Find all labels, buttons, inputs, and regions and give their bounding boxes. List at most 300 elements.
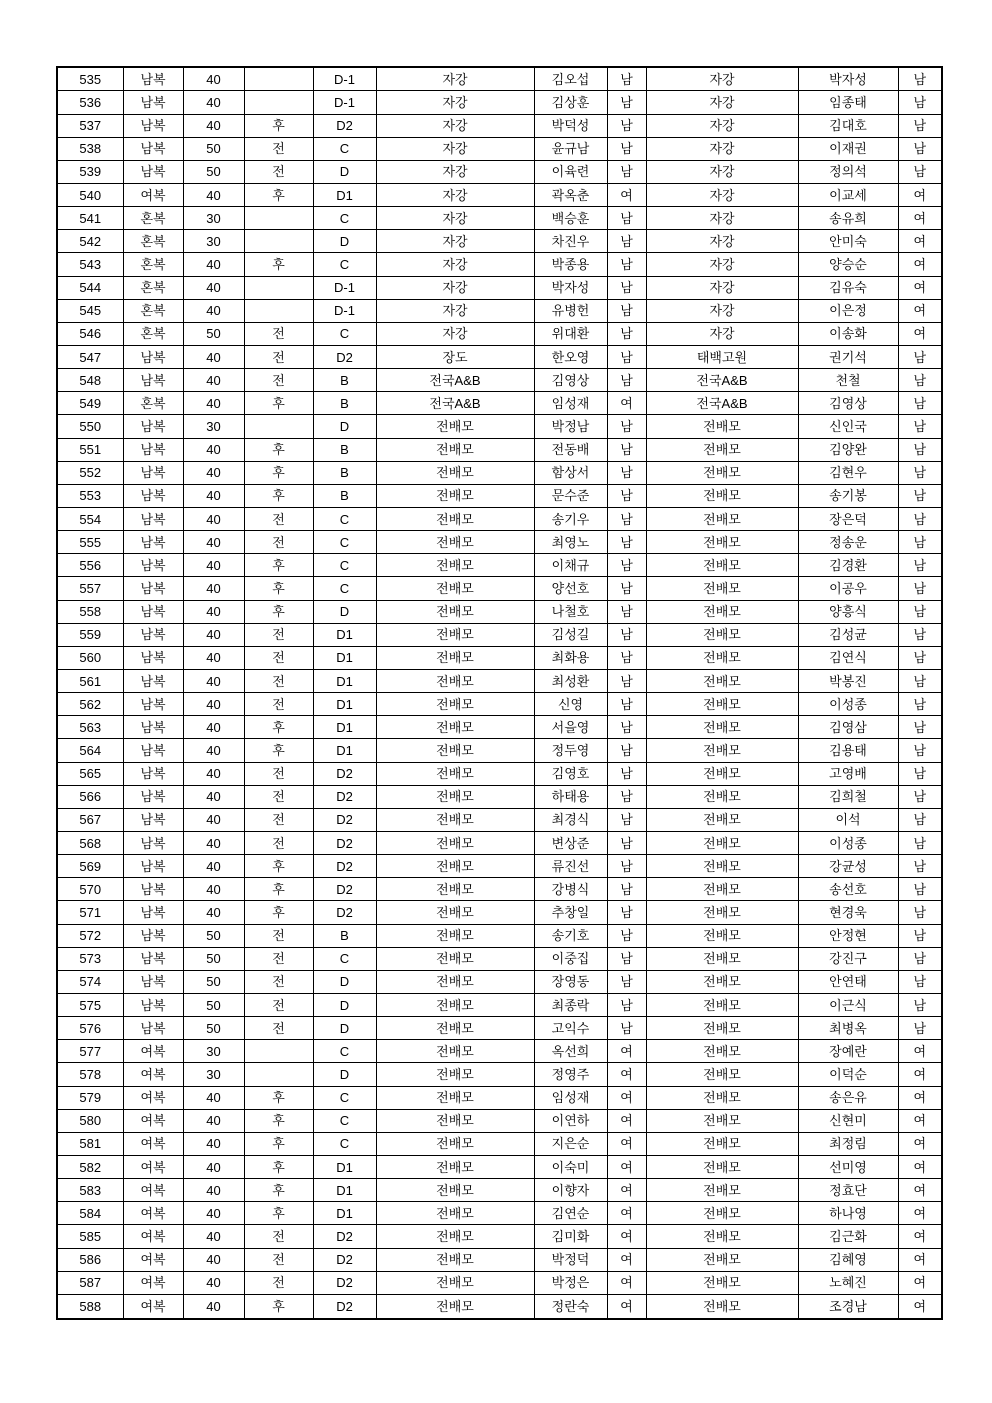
cell-partner-gender: 남 — [898, 693, 942, 716]
cell-age-group: 40 — [183, 276, 244, 299]
cell-club: 자강 — [376, 114, 534, 137]
cell-no: 571 — [57, 901, 123, 924]
cell-age-group: 40 — [183, 253, 244, 276]
cell-partner-name: 이성종 — [798, 693, 898, 716]
cell-partner-club: 전배모 — [646, 878, 798, 901]
cell-partner-name: 김양완 — [798, 438, 898, 461]
cell-club: 전배모 — [376, 762, 534, 785]
cell-partner-club: 전배모 — [646, 970, 798, 993]
cell-age-group: 40 — [183, 1225, 244, 1248]
cell-event: 여복 — [123, 1248, 183, 1271]
cell-round: 후 — [244, 1132, 313, 1155]
cell-round — [244, 67, 313, 91]
cell-partner-gender: 남 — [898, 531, 942, 554]
cell-name: 정영주 — [534, 1063, 607, 1086]
pairs-roster-table-body — [57, 67, 942, 1319]
cell-partner-club: 전배모 — [646, 646, 798, 669]
cell-age-group: 40 — [183, 1155, 244, 1178]
cell-partner-name: 김대호 — [798, 114, 898, 137]
cell-age-group: 40 — [183, 785, 244, 808]
cell-gender: 남 — [607, 114, 646, 137]
cell-round: 전 — [244, 160, 313, 183]
table-row — [57, 1132, 942, 1155]
cell-age-group: 40 — [183, 739, 244, 762]
cell-gender: 남 — [607, 554, 646, 577]
cell-partner-gender: 여 — [898, 1109, 942, 1132]
cell-event: 여복 — [123, 1155, 183, 1178]
cell-partner-gender: 남 — [898, 137, 942, 160]
table-row — [57, 1225, 942, 1248]
cell-event: 여복 — [123, 184, 183, 207]
cell-round: 전 — [244, 831, 313, 854]
table-row — [57, 1155, 942, 1178]
cell-partner-club: 전배모 — [646, 577, 798, 600]
cell-age-group: 40 — [183, 762, 244, 785]
cell-partner-gender: 남 — [898, 855, 942, 878]
cell-no: 555 — [57, 531, 123, 554]
cell-club: 자강 — [376, 91, 534, 114]
cell-name: 강병식 — [534, 878, 607, 901]
cell-event: 남복 — [123, 577, 183, 600]
cell-partner-club: 자강 — [646, 114, 798, 137]
cell-grade: D2 — [313, 855, 376, 878]
cell-round: 후 — [244, 577, 313, 600]
cell-no: 544 — [57, 276, 123, 299]
cell-name: 추창일 — [534, 901, 607, 924]
cell-club: 전배모 — [376, 693, 534, 716]
cell-club: 전배모 — [376, 1179, 534, 1202]
cell-name: 윤규남 — [534, 137, 607, 160]
cell-name: 옥선희 — [534, 1040, 607, 1063]
cell-round — [244, 207, 313, 230]
cell-round: 전 — [244, 322, 313, 345]
cell-partner-club: 자강 — [646, 137, 798, 160]
cell-partner-name: 노혜진 — [798, 1271, 898, 1294]
cell-grade: C — [313, 137, 376, 160]
cell-event: 여복 — [123, 1179, 183, 1202]
cell-partner-gender: 남 — [898, 67, 942, 91]
cell-name: 한오영 — [534, 346, 607, 369]
cell-no: 558 — [57, 600, 123, 623]
cell-no: 551 — [57, 438, 123, 461]
cell-partner-gender: 남 — [898, 623, 942, 646]
cell-grade: D1 — [313, 646, 376, 669]
cell-name: 김영호 — [534, 762, 607, 785]
cell-partner-name: 이석 — [798, 808, 898, 831]
cell-grade: D1 — [313, 716, 376, 739]
cell-partner-name: 김영삼 — [798, 716, 898, 739]
cell-partner-gender: 여 — [898, 1040, 942, 1063]
cell-gender: 남 — [607, 230, 646, 253]
cell-age-group: 40 — [183, 1271, 244, 1294]
cell-partner-club: 전배모 — [646, 1109, 798, 1132]
cell-club: 전배모 — [376, 1225, 534, 1248]
table-row — [57, 1017, 942, 1040]
cell-partner-name: 권기석 — [798, 346, 898, 369]
cell-event: 남복 — [123, 993, 183, 1016]
cell-partner-name: 최병옥 — [798, 1017, 898, 1040]
cell-no: 537 — [57, 114, 123, 137]
cell-event: 혼복 — [123, 392, 183, 415]
cell-partner-gender: 남 — [898, 160, 942, 183]
cell-event: 남복 — [123, 137, 183, 160]
cell-no: 547 — [57, 346, 123, 369]
cell-round: 후 — [244, 1109, 313, 1132]
cell-event: 여복 — [123, 1271, 183, 1294]
cell-no: 548 — [57, 369, 123, 392]
cell-partner-gender: 남 — [898, 993, 942, 1016]
cell-round: 후 — [244, 878, 313, 901]
cell-round: 전 — [244, 970, 313, 993]
cell-partner-gender: 남 — [898, 947, 942, 970]
cell-partner-name: 장예란 — [798, 1040, 898, 1063]
cell-club: 장도 — [376, 346, 534, 369]
cell-no: 573 — [57, 947, 123, 970]
cell-partner-name: 김근화 — [798, 1225, 898, 1248]
cell-no: 550 — [57, 415, 123, 438]
cell-partner-name: 박자성 — [798, 67, 898, 91]
cell-event: 혼복 — [123, 299, 183, 322]
table-row — [57, 322, 942, 345]
cell-grade: D1 — [313, 1179, 376, 1202]
cell-round: 후 — [244, 1202, 313, 1225]
cell-name: 류진선 — [534, 855, 607, 878]
cell-no: 560 — [57, 646, 123, 669]
cell-grade: D — [313, 230, 376, 253]
cell-partner-name: 정효단 — [798, 1179, 898, 1202]
cell-round: 후 — [244, 600, 313, 623]
cell-no: 570 — [57, 878, 123, 901]
cell-partner-name: 하나영 — [798, 1202, 898, 1225]
table-row — [57, 91, 942, 114]
cell-event: 남복 — [123, 508, 183, 531]
cell-grade: D2 — [313, 1294, 376, 1319]
cell-partner-club: 전배모 — [646, 1017, 798, 1040]
cell-event: 남복 — [123, 91, 183, 114]
cell-name: 나철호 — [534, 600, 607, 623]
cell-partner-club: 태백고원 — [646, 346, 798, 369]
table-row — [57, 924, 942, 947]
cell-name: 양선호 — [534, 577, 607, 600]
cell-round — [244, 230, 313, 253]
table-row — [57, 1248, 942, 1271]
cell-grade: C — [313, 1086, 376, 1109]
cell-partner-club: 전배모 — [646, 1225, 798, 1248]
cell-event: 여복 — [123, 1294, 183, 1319]
cell-partner-gender: 남 — [898, 762, 942, 785]
cell-age-group: 40 — [183, 646, 244, 669]
cell-age-group: 50 — [183, 924, 244, 947]
cell-club: 전배모 — [376, 1132, 534, 1155]
cell-no: 563 — [57, 716, 123, 739]
cell-partner-name: 김연식 — [798, 646, 898, 669]
table-row — [57, 1109, 942, 1132]
cell-partner-club: 전배모 — [646, 1132, 798, 1155]
cell-round: 후 — [244, 438, 313, 461]
cell-partner-gender: 여 — [898, 1155, 942, 1178]
cell-name: 백승훈 — [534, 207, 607, 230]
cell-gender: 여 — [607, 1248, 646, 1271]
cell-gender: 남 — [607, 646, 646, 669]
cell-name: 이육련 — [534, 160, 607, 183]
cell-grade: B — [313, 392, 376, 415]
cell-grade: D2 — [313, 1248, 376, 1271]
cell-round: 전 — [244, 531, 313, 554]
cell-no: 540 — [57, 184, 123, 207]
cell-club: 전배모 — [376, 669, 534, 692]
cell-gender: 여 — [607, 1109, 646, 1132]
cell-grade: C — [313, 207, 376, 230]
cell-partner-gender: 남 — [898, 1017, 942, 1040]
cell-age-group: 50 — [183, 322, 244, 345]
cell-age-group: 50 — [183, 160, 244, 183]
table-row — [57, 646, 942, 669]
cell-partner-gender: 여 — [898, 1294, 942, 1319]
cell-club: 전국A&B — [376, 369, 534, 392]
cell-round: 전 — [244, 669, 313, 692]
cell-gender: 남 — [607, 693, 646, 716]
cell-round: 후 — [244, 484, 313, 507]
cell-partner-gender: 남 — [898, 970, 942, 993]
cell-name: 이연하 — [534, 1109, 607, 1132]
table-row — [57, 1040, 942, 1063]
cell-no: 554 — [57, 508, 123, 531]
cell-round: 후 — [244, 739, 313, 762]
cell-no: 577 — [57, 1040, 123, 1063]
cell-event: 남복 — [123, 623, 183, 646]
cell-club: 자강 — [376, 137, 534, 160]
cell-round: 전 — [244, 623, 313, 646]
cell-gender: 남 — [607, 531, 646, 554]
cell-partner-gender: 남 — [898, 91, 942, 114]
cell-partner-club: 전배모 — [646, 855, 798, 878]
cell-gender: 남 — [607, 137, 646, 160]
cell-age-group: 40 — [183, 484, 244, 507]
cell-round: 전 — [244, 947, 313, 970]
cell-event: 여복 — [123, 1202, 183, 1225]
cell-club: 자강 — [376, 67, 534, 91]
cell-partner-club: 전배모 — [646, 1063, 798, 1086]
table-row — [57, 1063, 942, 1086]
cell-partner-club: 전배모 — [646, 669, 798, 692]
cell-grade: D-1 — [313, 276, 376, 299]
cell-round: 후 — [244, 554, 313, 577]
table-row — [57, 184, 942, 207]
cell-grade: D — [313, 600, 376, 623]
cell-club: 자강 — [376, 276, 534, 299]
cell-club: 전배모 — [376, 438, 534, 461]
cell-name: 이향자 — [534, 1179, 607, 1202]
cell-partner-gender: 여 — [898, 1202, 942, 1225]
cell-grade: D — [313, 1017, 376, 1040]
cell-round: 전 — [244, 1248, 313, 1271]
cell-partner-gender: 남 — [898, 669, 942, 692]
cell-partner-gender: 남 — [898, 739, 942, 762]
cell-gender: 남 — [607, 91, 646, 114]
cell-no: 545 — [57, 299, 123, 322]
cell-partner-gender: 남 — [898, 114, 942, 137]
cell-round: 후 — [244, 114, 313, 137]
cell-gender: 여 — [607, 1040, 646, 1063]
cell-partner-gender: 남 — [898, 346, 942, 369]
cell-grade: C — [313, 253, 376, 276]
cell-name: 박자성 — [534, 276, 607, 299]
cell-partner-gender: 여 — [898, 184, 942, 207]
cell-no: 559 — [57, 623, 123, 646]
table-row — [57, 484, 942, 507]
cell-age-group: 30 — [183, 415, 244, 438]
cell-name: 정두영 — [534, 739, 607, 762]
cell-age-group: 40 — [183, 346, 244, 369]
cell-round: 전 — [244, 508, 313, 531]
cell-partner-name: 선미영 — [798, 1155, 898, 1178]
cell-partner-club: 전배모 — [646, 415, 798, 438]
table-row — [57, 739, 942, 762]
cell-partner-name: 송선호 — [798, 878, 898, 901]
cell-name: 송기호 — [534, 924, 607, 947]
cell-gender: 여 — [607, 1225, 646, 1248]
cell-event: 여복 — [123, 1063, 183, 1086]
cell-age-group: 40 — [183, 831, 244, 854]
cell-gender: 남 — [607, 67, 646, 91]
cell-name: 문수준 — [534, 484, 607, 507]
cell-gender: 여 — [607, 1294, 646, 1319]
cell-gender: 남 — [607, 484, 646, 507]
table-row — [57, 207, 942, 230]
table-row — [57, 1179, 942, 1202]
cell-club: 전배모 — [376, 831, 534, 854]
cell-club: 전배모 — [376, 739, 534, 762]
cell-name: 임성재 — [534, 392, 607, 415]
cell-age-group: 40 — [183, 1179, 244, 1202]
cell-club: 전배모 — [376, 993, 534, 1016]
cell-partner-gender: 남 — [898, 369, 942, 392]
cell-partner-gender: 여 — [898, 230, 942, 253]
cell-gender: 남 — [607, 831, 646, 854]
cell-partner-club: 자강 — [646, 322, 798, 345]
cell-gender: 남 — [607, 438, 646, 461]
cell-name: 박종용 — [534, 253, 607, 276]
table-row — [57, 855, 942, 878]
cell-age-group: 50 — [183, 970, 244, 993]
cell-club: 자강 — [376, 253, 534, 276]
cell-partner-name: 양승순 — [798, 253, 898, 276]
table-row — [57, 762, 942, 785]
cell-name: 신영 — [534, 693, 607, 716]
table-row — [57, 693, 942, 716]
cell-age-group: 30 — [183, 1040, 244, 1063]
cell-grade: B — [313, 369, 376, 392]
cell-partner-name: 송기봉 — [798, 484, 898, 507]
cell-partner-club: 전배모 — [646, 947, 798, 970]
cell-grade: C — [313, 531, 376, 554]
cell-event: 남복 — [123, 67, 183, 91]
cell-partner-name: 안연태 — [798, 970, 898, 993]
cell-round — [244, 299, 313, 322]
cell-partner-club: 전배모 — [646, 993, 798, 1016]
cell-no: 553 — [57, 484, 123, 507]
cell-partner-name: 김경환 — [798, 554, 898, 577]
cell-partner-name: 김혜영 — [798, 1248, 898, 1271]
cell-round: 후 — [244, 855, 313, 878]
cell-no: 549 — [57, 392, 123, 415]
cell-round: 전 — [244, 762, 313, 785]
cell-grade: C — [313, 1109, 376, 1132]
table-row — [57, 346, 942, 369]
cell-gender: 남 — [607, 299, 646, 322]
cell-event: 남복 — [123, 878, 183, 901]
cell-partner-gender: 여 — [898, 253, 942, 276]
table-row — [57, 67, 942, 91]
cell-no: 583 — [57, 1179, 123, 1202]
cell-partner-gender: 여 — [898, 1132, 942, 1155]
cell-grade: D1 — [313, 623, 376, 646]
table-row — [57, 785, 942, 808]
cell-partner-name: 신인국 — [798, 415, 898, 438]
table-row — [57, 415, 942, 438]
cell-partner-name: 이은정 — [798, 299, 898, 322]
cell-round: 전 — [244, 1271, 313, 1294]
cell-event: 남복 — [123, 901, 183, 924]
cell-name: 이중집 — [534, 947, 607, 970]
cell-partner-name: 최정림 — [798, 1132, 898, 1155]
cell-age-group: 30 — [183, 230, 244, 253]
cell-name: 최경식 — [534, 808, 607, 831]
cell-partner-club: 자강 — [646, 207, 798, 230]
cell-gender: 남 — [607, 415, 646, 438]
cell-age-group: 40 — [183, 91, 244, 114]
cell-club: 전배모 — [376, 808, 534, 831]
cell-no: 542 — [57, 230, 123, 253]
cell-partner-club: 자강 — [646, 67, 798, 91]
cell-round: 전 — [244, 924, 313, 947]
cell-partner-club: 전배모 — [646, 762, 798, 785]
cell-partner-club: 자강 — [646, 253, 798, 276]
cell-grade: D — [313, 160, 376, 183]
cell-event: 혼복 — [123, 276, 183, 299]
cell-partner-club: 전배모 — [646, 600, 798, 623]
table-row — [57, 669, 942, 692]
cell-club: 전배모 — [376, 855, 534, 878]
table-row — [57, 878, 942, 901]
cell-name: 지은순 — [534, 1132, 607, 1155]
cell-event: 남복 — [123, 415, 183, 438]
cell-partner-name: 강진구 — [798, 947, 898, 970]
cell-age-group: 40 — [183, 438, 244, 461]
cell-event: 혼복 — [123, 322, 183, 345]
cell-name: 이채규 — [534, 554, 607, 577]
cell-age-group: 50 — [183, 137, 244, 160]
cell-club: 전배모 — [376, 970, 534, 993]
cell-age-group: 40 — [183, 392, 244, 415]
cell-partner-gender: 남 — [898, 415, 942, 438]
cell-event: 남복 — [123, 600, 183, 623]
cell-club: 전배모 — [376, 508, 534, 531]
cell-round: 전 — [244, 346, 313, 369]
cell-no: 552 — [57, 461, 123, 484]
cell-grade: D2 — [313, 1271, 376, 1294]
cell-round: 후 — [244, 184, 313, 207]
cell-club: 전배모 — [376, 577, 534, 600]
cell-grade: D1 — [313, 739, 376, 762]
cell-partner-club: 전배모 — [646, 508, 798, 531]
cell-no: 538 — [57, 137, 123, 160]
cell-partner-gender: 여 — [898, 1248, 942, 1271]
cell-round: 후 — [244, 901, 313, 924]
cell-club: 전배모 — [376, 1040, 534, 1063]
cell-partner-club: 전배모 — [646, 1248, 798, 1271]
cell-partner-club: 전배모 — [646, 924, 798, 947]
